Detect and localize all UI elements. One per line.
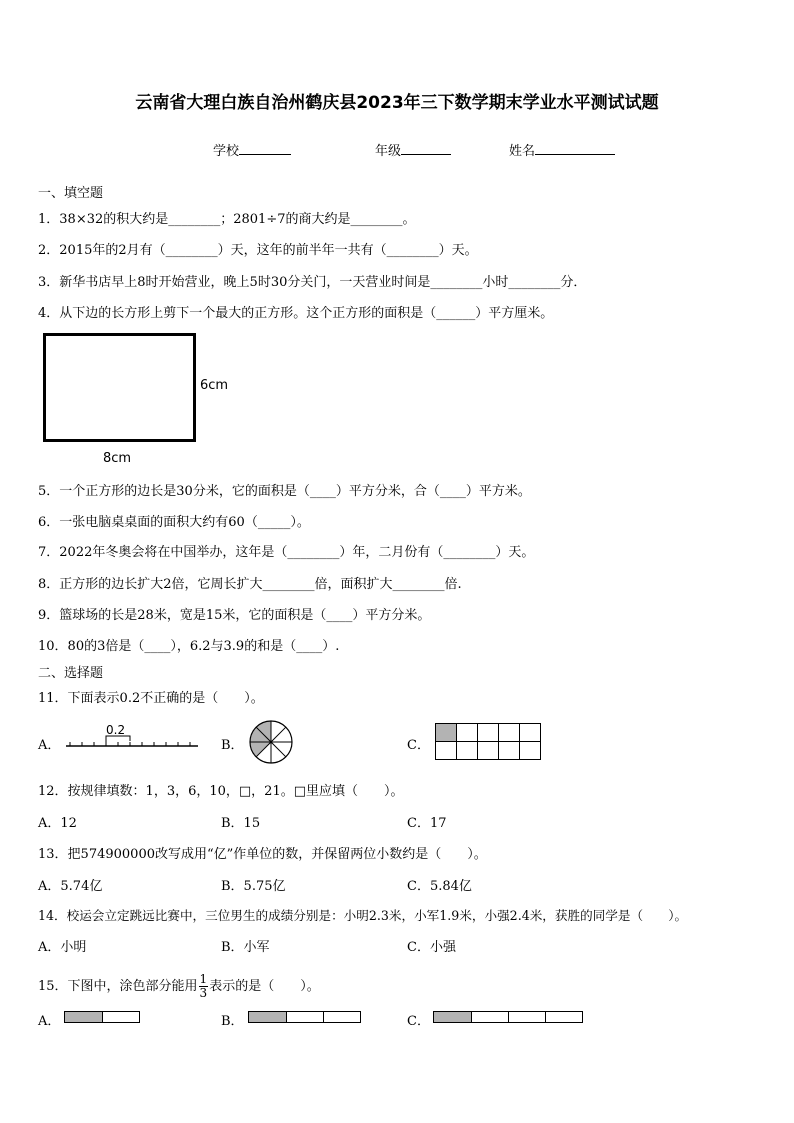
circle-figure — [247, 719, 295, 765]
question-6: 6．一张电脑桌桌面的面积大约有60（_____）。 — [38, 515, 310, 530]
q15-option-c[interactable]: C． — [407, 1014, 430, 1029]
q14-option-c[interactable]: C．小强 — [407, 940, 456, 955]
q12-option-a[interactable]: A．12 — [38, 816, 77, 831]
q13-option-b[interactable]: B．5.75亿 — [221, 879, 286, 894]
section-fill-in: 一、填空题 — [38, 186, 104, 201]
question-7: 7．2022年冬奥会将在中国举办，这年是（________）年，二月份有（________）天。 — [38, 545, 535, 560]
grid-figure — [435, 723, 543, 760]
fraction — [199, 973, 209, 1000]
question-8: 8．正方形的边长扩大2倍，它周长扩大________倍，面积扩大________倍. — [38, 577, 462, 592]
grade-blank[interactable] — [401, 142, 451, 155]
q12-option-b[interactable]: B．15 — [221, 816, 261, 831]
q15-option-b[interactable]: B． — [221, 1014, 244, 1029]
question-14: 14．校运会立定跳远比赛中，三位男生的成绩分别是：小明2.3米，小军1.9米，小强2.4米，获胜的同学是（ ）。 — [38, 908, 688, 923]
q11-option-a[interactable]: A． — [38, 738, 61, 753]
question-4: 4．从下边的长方形上剪下一个最大的正方形。这个正方形的面积是（______）平方厘米。 — [38, 306, 554, 321]
question-11: 11．下面表示0.2不正确的是（ ）。 — [38, 691, 264, 706]
question-5: 5．一个正方形的边长是30分米，它的面积是（____）平方分米，合（____）平方米。 — [38, 484, 531, 499]
number-line-figure — [64, 722, 200, 754]
question-2: 2．2015年的2月有（________）天，这年的前半年一共有（________）天。 — [38, 243, 478, 258]
bar-figure-b — [248, 1011, 361, 1023]
q13-option-c[interactable]: C．5.84亿 — [407, 879, 472, 894]
q14-option-a[interactable]: A．小明 — [38, 940, 87, 955]
school-field — [213, 140, 291, 159]
bar-figure-c — [433, 1011, 583, 1023]
fraction-denominator: 3 — [199, 986, 208, 1000]
q13-option-a[interactable]: A．5.74亿 — [38, 879, 103, 894]
section-choice: 二、选择题 — [38, 666, 104, 681]
question-1: 1．38×32的积大约是________；2801÷7的商大约是________。 — [38, 212, 416, 227]
name-field — [509, 140, 615, 159]
q11-option-b[interactable]: B． — [221, 738, 244, 753]
school-blank[interactable] — [239, 142, 291, 155]
grade-label: 年级 — [375, 144, 402, 159]
q15-text-before: 15．下图中，涂色部分能用 — [38, 979, 198, 994]
question-9: 9．篮球场的长是28米，宽是15米，它的面积是（____）平方分米。 — [38, 608, 431, 623]
school-label: 学校 — [213, 144, 240, 159]
name-label: 姓名 — [509, 144, 536, 159]
rect-height-label: 6cm — [200, 378, 229, 393]
question-10: 10．80的3倍是（____），6.2与3.9的和是（____）. — [38, 639, 340, 654]
page-title: 云南省大理白族自治州鹤庆县2023年三下数学期末学业水平测试试题 — [135, 93, 659, 113]
q15-text-after: 表示的是（ ）。 — [209, 979, 320, 994]
question-3: 3．新华书店早上8时开始营业，晚上5时30分关门，一天营业时间是________小时________分． — [38, 275, 587, 290]
name-blank[interactable] — [535, 142, 615, 155]
q12-option-c[interactable]: C．17 — [407, 816, 447, 831]
fraction-numerator: 1 — [199, 972, 208, 986]
q15-option-a[interactable]: A． — [38, 1014, 61, 1029]
question-12: 12．按规律填数：1，3，6，10，□，21。□里应填（ ）。 — [38, 784, 404, 799]
bar-figure-a — [64, 1011, 140, 1023]
number-line-label: 0.2 — [106, 723, 126, 737]
rectangle-figure — [43, 333, 196, 442]
q14-option-b[interactable]: B．小军 — [221, 940, 270, 955]
question-13: 13．把574900000改写成用“亿”作单位的数，并保留两位小数约是（ ）。 — [38, 847, 487, 862]
grade-field — [375, 140, 451, 159]
rect-width-label: 8cm — [103, 451, 132, 466]
q11-option-c[interactable]: C． — [407, 738, 430, 753]
question-15 — [38, 973, 320, 1000]
